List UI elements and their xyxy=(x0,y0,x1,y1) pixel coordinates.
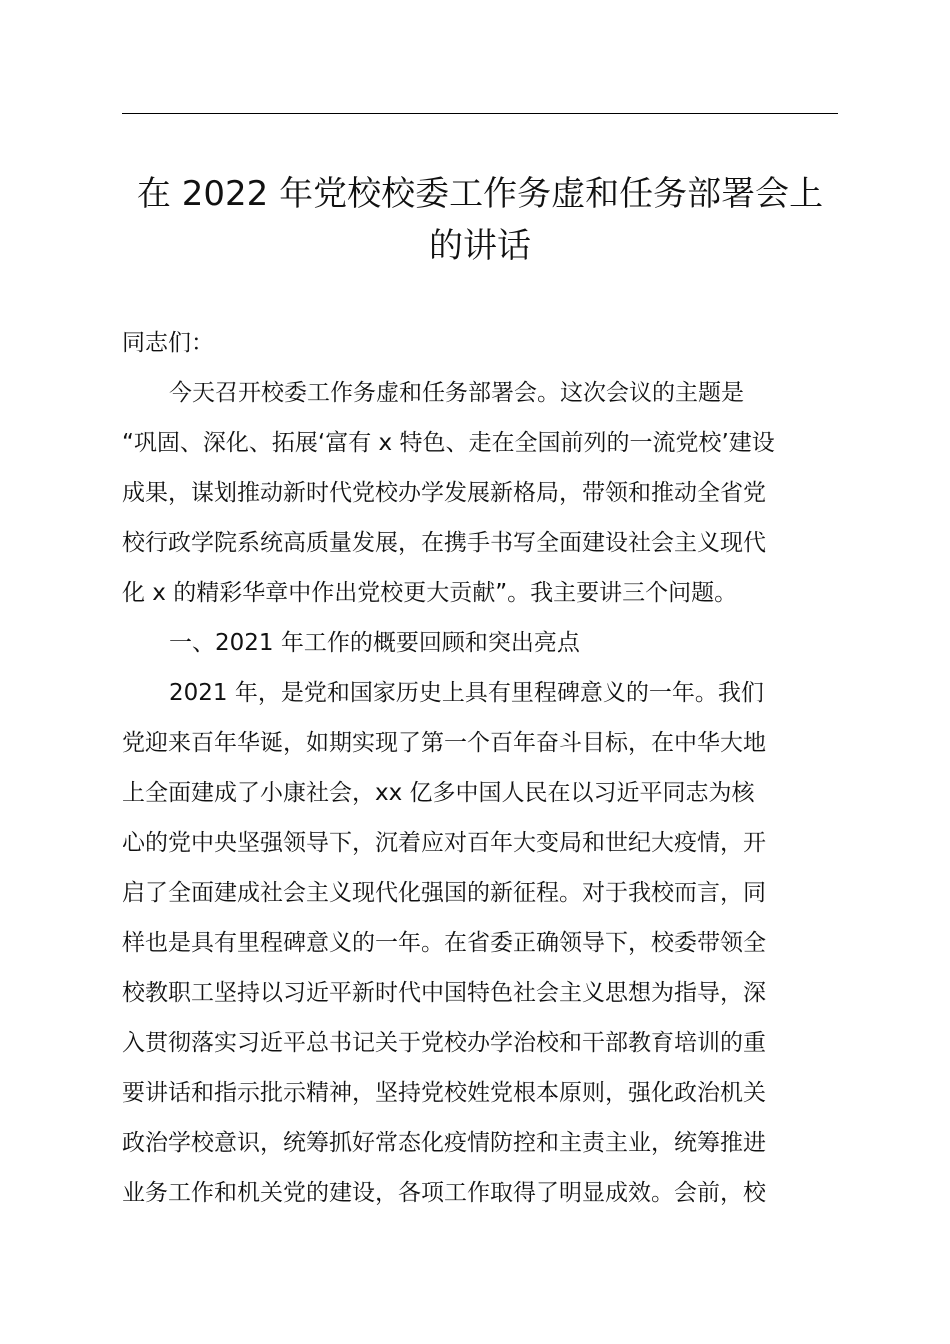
paragraph-line: 入贯彻落实习近平总书记关于党校办学治校和干部教育培训的重 xyxy=(122,1030,766,1056)
paragraph-line: 上全面建成了小康社会，xx 亿多中国人民在以习近平同志为核 xyxy=(122,780,755,806)
paragraph-line: 心的党中央坚强领导下，沉着应对百年大变局和世纪大疫情，开 xyxy=(122,830,766,856)
header-rule xyxy=(122,113,838,114)
paragraph-line: 启了全面建成社会主义现代化强国的新征程。对于我校而言，同 xyxy=(122,880,766,906)
salutation: 同志们： xyxy=(122,330,214,356)
paragraph-line: 校行政学院系统高质量发展，在携手书写全面建设社会主义现代 xyxy=(122,530,766,556)
document-body xyxy=(122,318,838,1218)
paragraph-line: 业务工作和机关党的建设，各项工作取得了明显成效。会前，校 xyxy=(122,1180,766,1206)
paragraph-line: “巩固、深化、拓展‘富有 x 特色、走在全国前列的一流党校’建设 xyxy=(122,430,775,456)
title-line-1: 在 2022 年党校校委工作务虚和任务部署会上 xyxy=(136,174,824,214)
paragraph-line: 政治学校意识，统筹抓好常态化疫情防控和主责主业，统筹推进 xyxy=(122,1130,766,1156)
paragraph-line: 校教职工坚持以习近平新时代中国特色社会主义思想为指导，深 xyxy=(122,980,766,1006)
title-line-2: 的讲话 xyxy=(429,226,531,266)
paragraph-line: 党迎来百年华诞，如期实现了第一个百年奋斗目标，在中华大地 xyxy=(122,730,766,756)
document-title xyxy=(122,168,838,272)
paragraph-line: 要讲话和指示批示精神，坚持党校姓党根本原则，强化政治机关 xyxy=(122,1080,766,1106)
paragraph-line: 成果，谋划推动新时代党校办学发展新格局，带领和推动全省党 xyxy=(122,480,766,506)
paragraph-line: 今天召开校委工作务虚和任务部署会。这次会议的主题是 xyxy=(169,380,744,406)
paragraph-line: 样也是具有里程碑意义的一年。在省委正确领导下，校委带领全 xyxy=(122,930,766,956)
section-heading: 一、2021 年工作的概要回顾和突出亮点 xyxy=(169,630,580,656)
paragraph-line: 2021 年，是党和国家历史上具有里程碑意义的一年。我们 xyxy=(169,680,764,706)
paragraph-line: 化 x 的精彩华章中作出党校更大贡献”。我主要讲三个问题。 xyxy=(122,580,738,606)
